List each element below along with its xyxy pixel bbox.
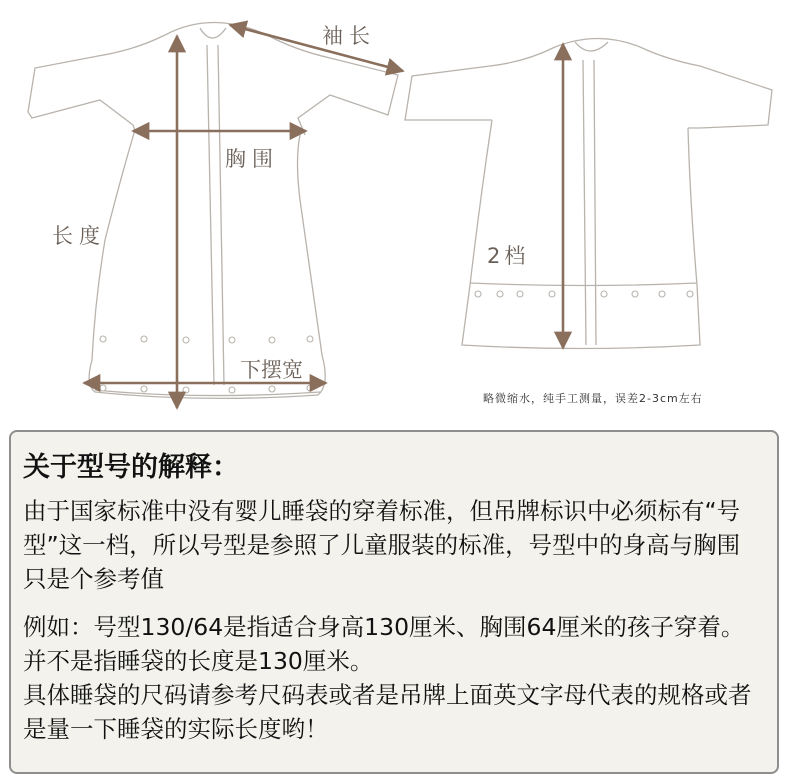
chest-label: 胸围 — [225, 147, 279, 171]
explanation-paragraph-3: 具体睡袋的尺码请参考尺码表或者是吊牌上面英文字母代表的规格或者是量一下睡袋的实际长度哟！ — [23, 681, 752, 743]
explanation-paragraph-2: 例如：号型130/64是指适合身高130厘米、胸围64厘米的孩子穿着。并不是指睡袋的长度是130厘米。 — [23, 613, 745, 675]
explanation-paragraph-1: 由于国家标准中没有婴儿睡袋的穿着标准，但吊牌标识中必须标有“号型”这一档，所以号型是参照了儿童服装的标准，号型中的身高与胸围只是个参考值 — [23, 497, 741, 593]
sleeve-length-label: 袖长 — [322, 24, 376, 48]
right-garment-buttons — [475, 291, 693, 297]
second-level-label: 2档 — [487, 244, 530, 268]
explanation-panel — [9, 430, 779, 774]
measurement-note: 略微缩水，纯手工测量，误差2-3cm左右 — [483, 392, 703, 405]
measurement-arrows — [84, 25, 563, 408]
explanation-title: 关于型号的解释： — [23, 452, 239, 483]
left-garment-outline — [28, 23, 398, 399]
sleeve-length-arrow — [230, 25, 403, 71]
length-label: 长度 — [52, 224, 106, 248]
hem-width-label: 下摆宽 — [240, 358, 303, 382]
right-garment-outline — [405, 39, 772, 349]
